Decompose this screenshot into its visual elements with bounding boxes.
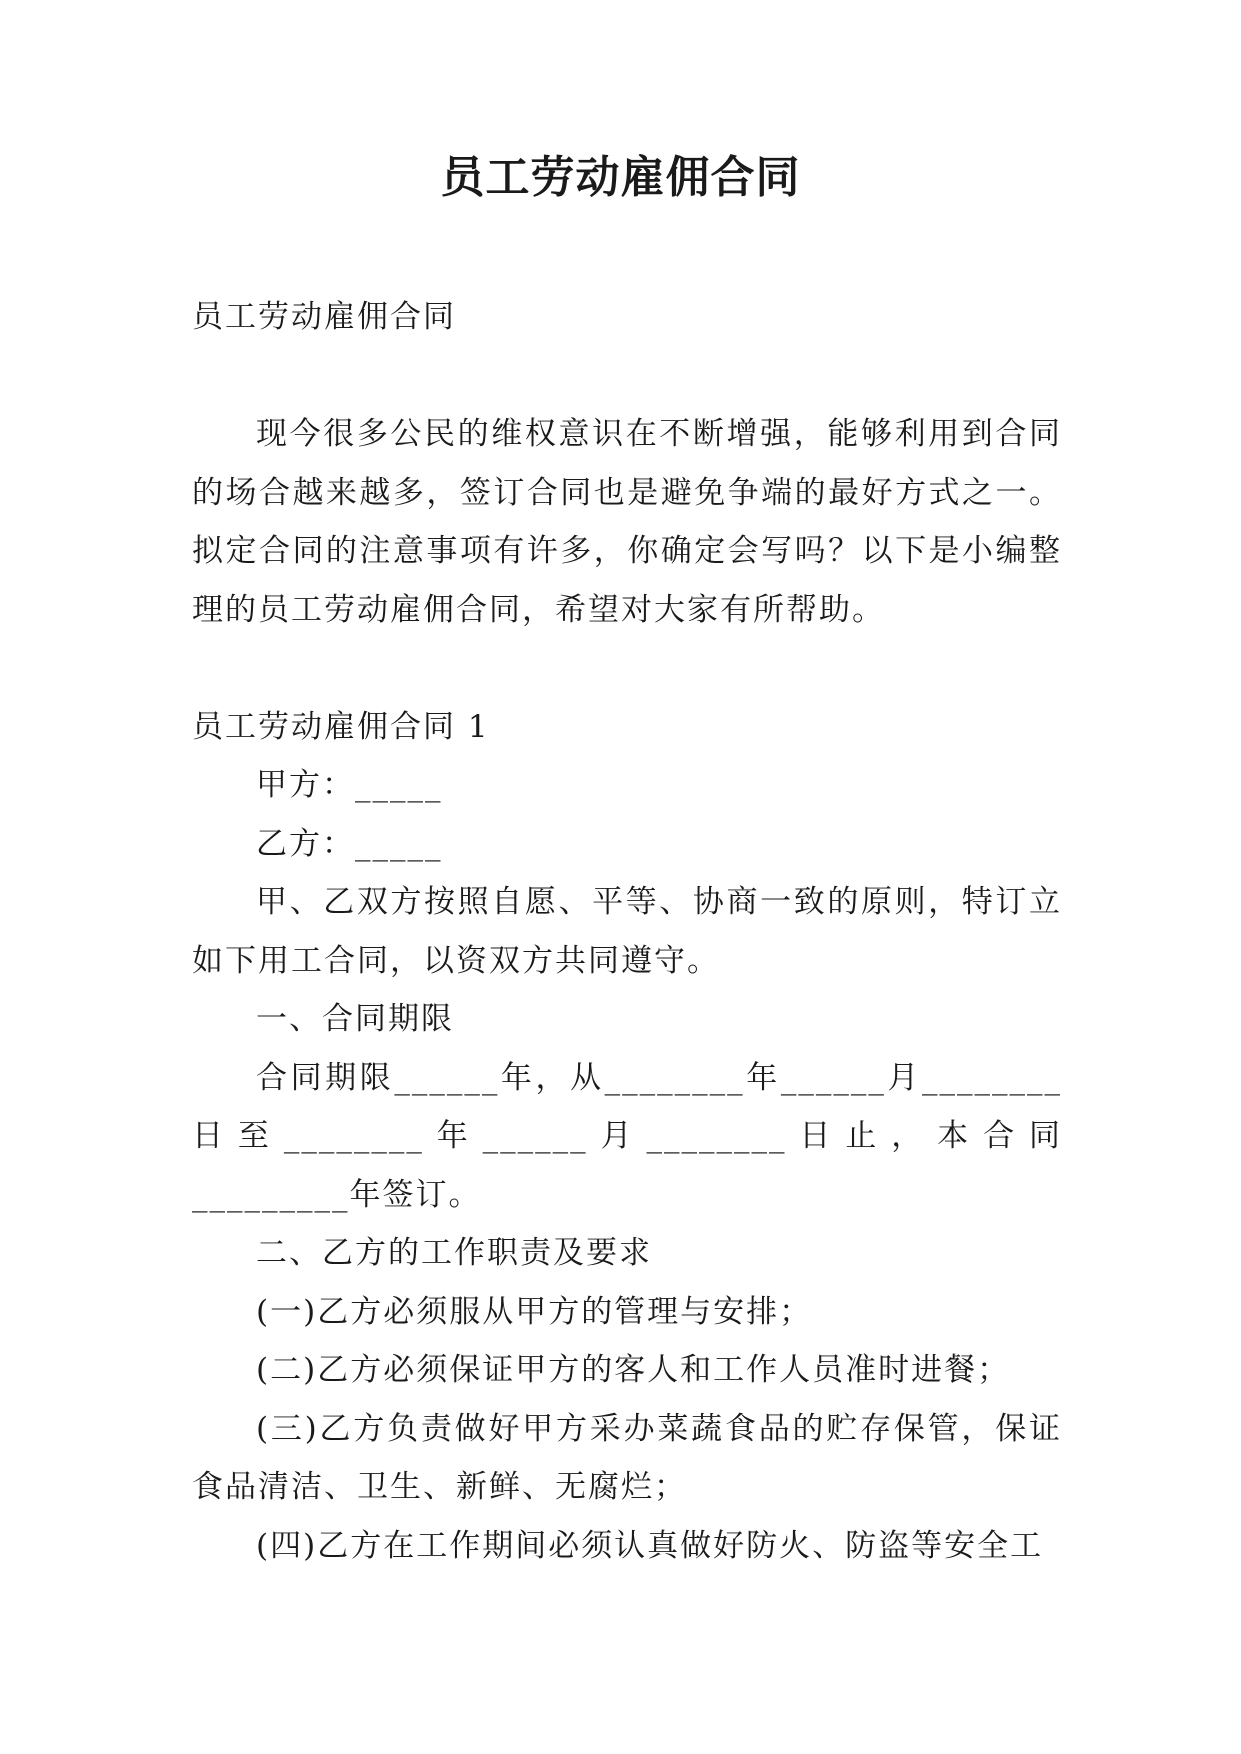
- section-2-item-2: (二)乙方必须保证甲方的客人和工作人员准时进餐；: [256, 1352, 1011, 1388]
- intro-paragraph: 现今很多公民的维权意识在不断增强，能够利用到合同的场合越来越多，签订合同也是避免争端的最好方式之一。拟定合同的注意事项有许多，你确定会写吗？以下是小编整理的员工劳动雇佣合同，希望对大家有所帮助。: [192, 416, 1062, 628]
- contract-heading: 员工劳动雇佣合同 1: [192, 708, 490, 745]
- section-2-item-4: (四)乙方在工作期间必须认真做好防火、防盗等安全工: [256, 1527, 1044, 1564]
- section-1-body: 合同期限______年，从________年______月________日至________年______月________日止，本合同_________年签订。: [192, 1059, 1062, 1213]
- party-b-line: 乙方：_____: [256, 825, 443, 862]
- document-body: [192, 288, 1062, 1575]
- section-2-item-1: (一)乙方必须服从甲方的管理与安排；: [256, 1293, 813, 1330]
- document-subtitle: 员工劳动雇佣合同: [192, 299, 456, 335]
- section-1-title: 一、合同期限: [256, 1001, 454, 1037]
- document-title: 员工劳动雇佣合同: [440, 152, 801, 203]
- preamble-paragraph: 甲、乙双方按照自愿、平等、协商一致的原则，特订立如下用工合同，以资双方共同遵守。: [192, 884, 1062, 979]
- section-2-item-3: (三)乙方负责做好甲方采办菜蔬食品的贮存保管，保证食品清洁、卫生、新鲜、无腐烂；: [192, 1410, 1062, 1505]
- party-a-line: 甲方：_____: [256, 767, 443, 803]
- section-2-title: 二、乙方的工作职责及要求: [256, 1235, 652, 1271]
